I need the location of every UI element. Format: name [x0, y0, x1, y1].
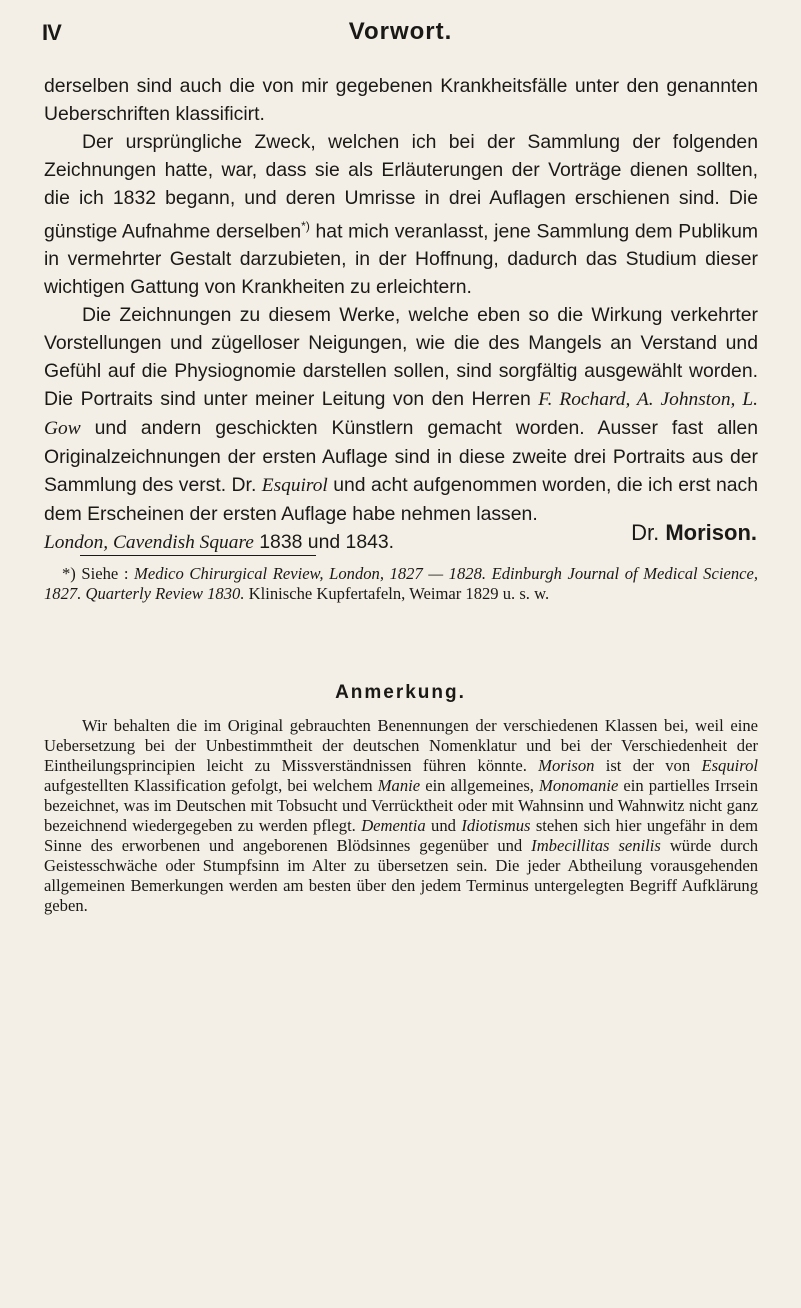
page-header	[42, 16, 759, 56]
paragraph-3-text-b: und andern geschickten Künstlern gemacht worden. Ausser fast allen Originalzeichnungen der ersten Auflage sind in diese zweite drei Portraits aus der Sammlung des verst. Dr.	[44, 417, 758, 497]
dateline-years: 1838 und 1843.	[253, 531, 395, 554]
page-number: IV	[42, 20, 61, 45]
anm-text-1: Wir behalten die im Original gebrauchten Benennungen der verschiedenen Klassen bei, weil eine Uebersetzung bei der Unbestimmtheit der deutschen Nomenklatur und bei der Verschiedenheit der Eintheilungsprincipien leicht zu Missverständnissen führen könnte.	[44, 716, 758, 775]
paragraph-1-text: derselben sind auch die von mir gegebenen Krankheitsfälle unter den genannten Ueberschriften klassificirt.	[44, 75, 758, 125]
signature	[631, 520, 757, 546]
anm-text-7: stehen sich hier ungefähr in dem Sinne des erworbenen und angeborenen Blödsinnes gegenüber und	[44, 816, 758, 855]
footnote-rule	[80, 555, 316, 556]
signature-name: Morison.	[665, 520, 757, 545]
anm-text-4: ein allgemeines,	[420, 776, 540, 795]
anmerkung-text	[44, 716, 758, 916]
footnote-references: Medico Chirurgical Review, London, 1827 — 1828. Edinburgh Journal of Medical Science, 1827. Quarterly Review 1830.	[44, 564, 758, 603]
esquirol-name: Esquirol	[261, 475, 328, 497]
footnote-rest: Klinische Kupfertafeln, Weimar 1829 u. s. w.	[244, 584, 550, 603]
anm-esquirol: Esquirol	[701, 756, 758, 775]
paragraph-3-text-a: Die Zeichnungen zu diesem Werke, welche eben so die Wirkung verkehrter Vorstellungen und zügelloser Neigungen, wie die des Mangels an Verstand und Gefühl auf die Physiognomie darstellen sollen, sind sorgfältig ausgewählt worden. Die Portraits sind unter meiner Leitung von den Herren	[44, 304, 758, 411]
paragraph-2	[44, 128, 758, 301]
paragraph-2-text-b: hat mich veranlasst, jene Sammlung dem Publikum in vermehrter Gestalt darzubieten, in der Hoffnung, dadurch das Studium dieser wichtigen Gattung von Krankheiten zu erleichtern.	[44, 220, 759, 299]
preface-body	[44, 72, 758, 557]
footnote-marker: *)	[301, 219, 310, 233]
anm-text-8: würde durch Geistesschwäche oder Stumpfsinn im Alter zu übersetzen sein. Die jeder Abtheilung vorausgehenden allgemeinen Bemerkungen werden am besten über den jedem Terminus untergelegten Begriff Aufklärung geben.	[44, 836, 759, 915]
anm-idiotismus: Idiotismus	[461, 816, 531, 835]
anm-text-3: aufgestellten Klassification gefolgt, bei welchem	[44, 776, 378, 795]
paragraph-3-text-c: und acht aufgenommen worden, die ich erst nach dem Erscheinen der ersten Auflage habe nehmen lassen.	[44, 474, 758, 526]
anm-manie: Manie	[377, 776, 421, 795]
signature-title: Dr.	[631, 520, 666, 545]
dateline-place: London, Cavendish Square	[44, 532, 254, 554]
anm-text-6: und	[425, 816, 462, 835]
anm-text-5: ein partielles Irrsein bezeichnet, was im Deutschen mit Tobsucht und Verrücktheit oder mit Wahnsinn und Wahnwitz nicht ganz bezeichnend wiedergegeben zu werden pflegt.	[44, 776, 758, 835]
paragraph-1	[44, 72, 758, 128]
running-title: Vorwort.	[348, 18, 453, 45]
anmerkung-heading: Anmerkung.	[335, 682, 466, 703]
anm-monomanie: Monomanie	[539, 776, 619, 795]
paragraph-2-text-a: Der ursprüngliche Zweck, welchen ich bei der Sammlung der folgenden Zeichnungen hatte, war, dass sie als Erläuterungen der Vorträge dienen sollten, die ich 1832 begann, und deren Umrisse in drei Auflagen erschienen sind. Die günstige Aufnahme derselben	[44, 131, 758, 243]
anm-dementia: Dementia	[361, 816, 426, 835]
footnote	[44, 564, 758, 604]
anm-morison: Morison	[538, 756, 595, 775]
footnote-mark: *) Siehe :	[62, 564, 135, 583]
paragraph-3	[44, 301, 758, 528]
anm-imbecillitas: Imbecillitas senilis	[531, 836, 661, 855]
anm-text-2: ist der von	[594, 756, 702, 775]
artist-names: F. Rochard, A. Johnston, L. Gow	[44, 389, 758, 440]
footnote-text	[44, 564, 758, 604]
